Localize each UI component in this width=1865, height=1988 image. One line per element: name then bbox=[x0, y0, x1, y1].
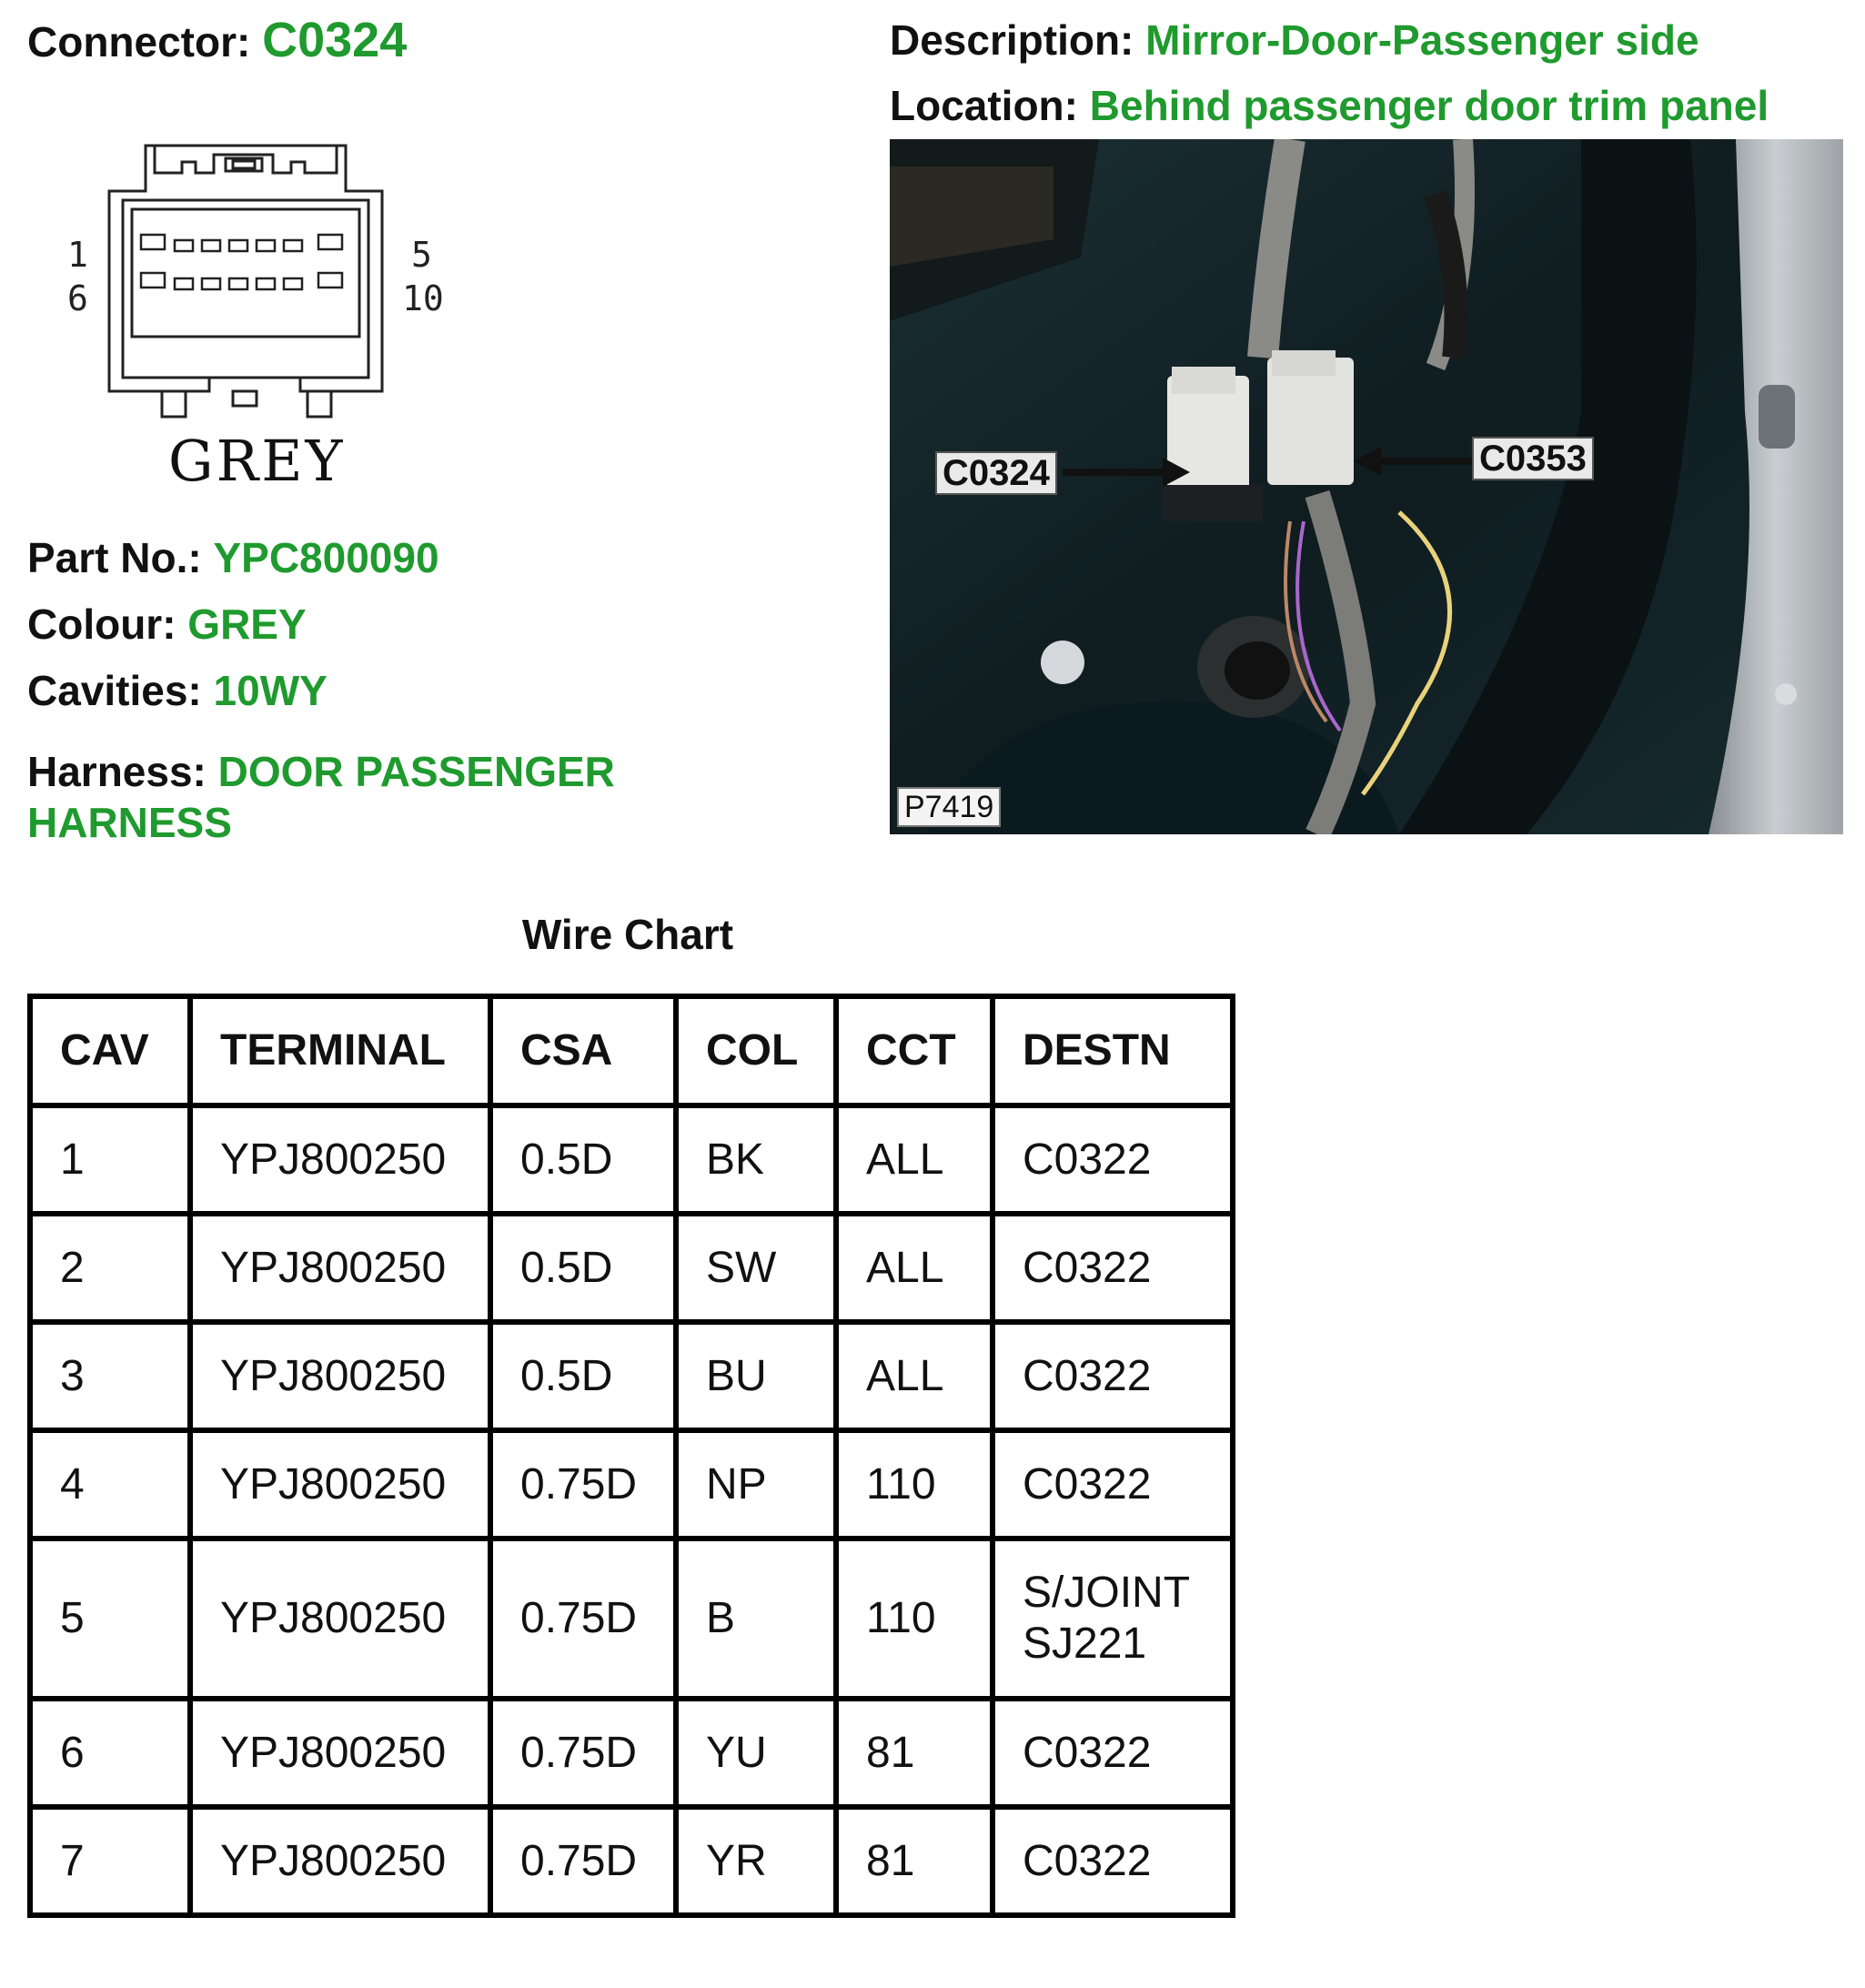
header-csa: CSA bbox=[490, 996, 676, 1105]
table-row bbox=[30, 1105, 1233, 1214]
cell-cav: 2 bbox=[30, 1214, 190, 1322]
cell-terminal: YPJ800250 bbox=[190, 1699, 490, 1807]
photo-callout-c0353: C0353 bbox=[1472, 437, 1594, 480]
connector-field bbox=[27, 15, 407, 67]
colour-value: GREY bbox=[187, 600, 307, 648]
cell-csa: 0.5D bbox=[490, 1214, 676, 1322]
cell-cav: 1 bbox=[30, 1105, 190, 1214]
location-value: Behind passenger door trim panel bbox=[1089, 82, 1769, 129]
connector-outline bbox=[55, 136, 455, 428]
wire-chart-header-row bbox=[30, 996, 1233, 1105]
table-row bbox=[30, 1699, 1233, 1807]
cell-csa: 0.5D bbox=[490, 1105, 676, 1214]
cell-destn: C0322 bbox=[993, 1430, 1233, 1539]
harness-label: Harness: bbox=[27, 748, 207, 795]
cell-cct: ALL bbox=[836, 1105, 993, 1214]
location-label: Location: bbox=[890, 82, 1078, 129]
harness-field-line2 bbox=[27, 797, 232, 848]
colour-field bbox=[27, 599, 307, 650]
cell-col: YR bbox=[676, 1807, 836, 1915]
table-row bbox=[30, 1214, 1233, 1322]
connector-value: C0324 bbox=[262, 13, 408, 67]
cell-destn: S/JOINT SJ221 bbox=[993, 1539, 1233, 1699]
cell-destn: C0322 bbox=[993, 1105, 1233, 1214]
connector-label: Connector: bbox=[27, 18, 251, 66]
cavities-label: Cavities: bbox=[27, 667, 202, 714]
cell-terminal: YPJ800250 bbox=[190, 1430, 490, 1539]
cell-cct: 81 bbox=[836, 1807, 993, 1915]
cell-col: BU bbox=[676, 1322, 836, 1430]
location-photo bbox=[890, 139, 1843, 834]
cell-cav: 5 bbox=[30, 1539, 190, 1699]
header-terminal: TERMINAL bbox=[190, 996, 490, 1105]
cell-cct: ALL bbox=[836, 1322, 993, 1430]
cell-col: SW bbox=[676, 1214, 836, 1322]
cell-destn: C0322 bbox=[993, 1322, 1233, 1430]
harness-field bbox=[27, 746, 615, 797]
cell-col: YU bbox=[676, 1699, 836, 1807]
table-row bbox=[30, 1430, 1233, 1539]
cell-cct: 110 bbox=[836, 1539, 993, 1699]
part-no-label: Part No.: bbox=[27, 534, 202, 581]
cell-cct: ALL bbox=[836, 1214, 993, 1322]
part-no-field bbox=[27, 532, 439, 583]
connector-face-diagram bbox=[55, 136, 455, 428]
cell-csa: 0.75D bbox=[490, 1699, 676, 1807]
cell-terminal: YPJ800250 bbox=[190, 1322, 490, 1430]
header-col: COL bbox=[676, 996, 836, 1105]
cell-csa: 0.75D bbox=[490, 1807, 676, 1915]
pin-label-1: 1 bbox=[67, 235, 88, 275]
harness-value-line2: HARNESS bbox=[27, 799, 232, 846]
cavities-field bbox=[27, 665, 328, 716]
cell-csa: 0.75D bbox=[490, 1430, 676, 1539]
cavities-value: 10WY bbox=[213, 667, 328, 714]
wire-chart-table bbox=[27, 994, 1235, 1918]
description-field bbox=[890, 15, 1699, 66]
cell-terminal: YPJ800250 bbox=[190, 1105, 490, 1214]
cell-csa: 0.75D bbox=[490, 1539, 676, 1699]
description-value: Mirror-Door-Passenger side bbox=[1145, 16, 1699, 64]
location-field bbox=[890, 80, 1769, 131]
cell-terminal: YPJ800250 bbox=[190, 1214, 490, 1322]
cell-cav: 3 bbox=[30, 1322, 190, 1430]
cell-destn: C0322 bbox=[993, 1699, 1233, 1807]
pin-label-10: 10 bbox=[402, 278, 444, 318]
cell-col: NP bbox=[676, 1430, 836, 1539]
pin-label-5: 5 bbox=[411, 235, 432, 275]
cell-destn: C0322 bbox=[993, 1214, 1233, 1322]
part-no-value: YPC800090 bbox=[213, 534, 439, 581]
header-destn: DESTN bbox=[993, 996, 1233, 1105]
cell-cav: 7 bbox=[30, 1807, 190, 1915]
harness-value-line1: DOOR PASSENGER bbox=[217, 748, 615, 795]
cell-csa: 0.5D bbox=[490, 1322, 676, 1430]
cell-destn: C0322 bbox=[993, 1807, 1233, 1915]
header-cav: CAV bbox=[30, 996, 190, 1105]
table-row bbox=[30, 1539, 1233, 1699]
table-row bbox=[30, 1807, 1233, 1915]
cell-cav: 6 bbox=[30, 1699, 190, 1807]
photo-reference-id: P7419 bbox=[897, 787, 1001, 827]
cell-terminal: YPJ800250 bbox=[190, 1807, 490, 1915]
colour-label: Colour: bbox=[27, 600, 176, 648]
diagram-colour-text: GREY bbox=[168, 428, 346, 494]
cell-col: BK bbox=[676, 1105, 836, 1214]
cell-cav: 4 bbox=[30, 1430, 190, 1539]
cell-cct: 110 bbox=[836, 1430, 993, 1539]
description-label: Description: bbox=[890, 16, 1134, 64]
table-row bbox=[30, 1322, 1233, 1430]
header-cct: CCT bbox=[836, 996, 993, 1105]
cell-cct: 81 bbox=[836, 1699, 993, 1807]
pin-label-6: 6 bbox=[67, 278, 88, 318]
photo-callout-c0324: C0324 bbox=[935, 451, 1057, 495]
cell-terminal: YPJ800250 bbox=[190, 1539, 490, 1699]
wire-chart-title: Wire Chart bbox=[521, 911, 734, 958]
cell-col: B bbox=[676, 1539, 836, 1699]
